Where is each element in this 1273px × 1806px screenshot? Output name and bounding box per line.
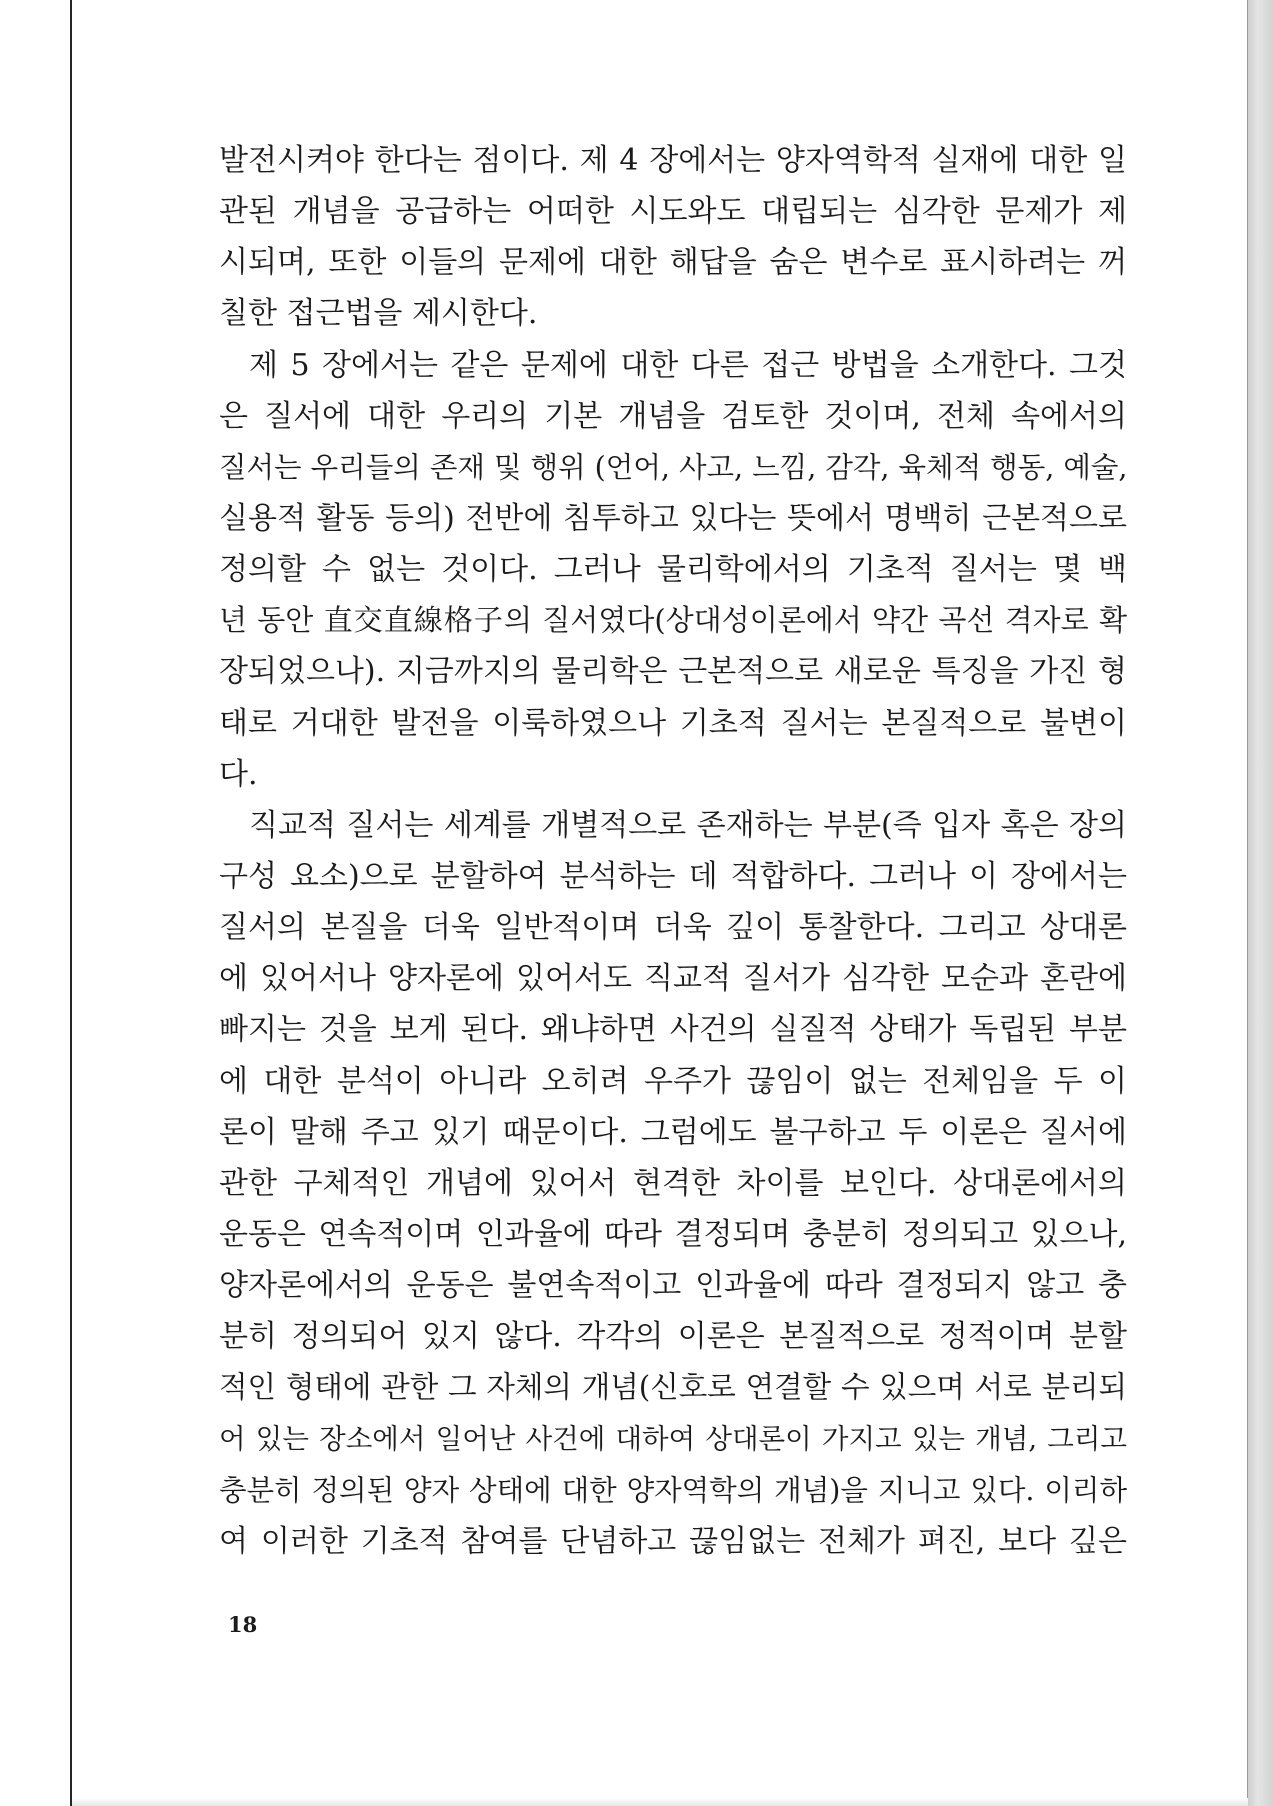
page-bottom-edge — [72, 1798, 1248, 1806]
text-line: 론이 말해 주고 있기 때문이다. 그럼에도 불구하고 두 이론은 질서에 — [219, 1114, 1127, 1150]
page-left-border — [70, 0, 72, 1806]
text-line: 관된 개념을 공급하는 어떠한 시도와도 대립되는 심각한 문제가 제 — [219, 194, 1127, 230]
text-line: 발전시켜야 한다는 점이다. 제 4 장에서는 양자역학적 실재에 대한 일 — [219, 143, 1127, 178]
text-line: 칠한 접근법을 제시한다. — [219, 296, 538, 332]
text-line: 충분히 정의된 양자 상태에 대한 양자역학의 개념)을 지니고 있다. 이리하 — [219, 1473, 1127, 1507]
text-line: 에 대한 분석이 아니라 오히려 우주가 끊임이 없는 전체임을 두 이 — [219, 1063, 1127, 1099]
text-line: 질서는 우리들의 존재 및 행위 (언어, 사고, 느낌, 감각, 육체적 행동, 예술, — [219, 450, 1127, 484]
text-line: 실용적 활동 등의) 전반에 침투하고 있다는 뜻에서 명백히 근본적으로 — [219, 500, 1127, 536]
text-line: 운동은 연속적이며 인과율에 따라 결정되며 충분히 정의되고 있으나, — [219, 1216, 1127, 1252]
text-line: 다. — [219, 756, 258, 792]
text-line: 에 있어서나 양자론에 있어서도 직교적 질서가 심각한 모순과 혼란에 — [219, 961, 1127, 997]
text-line: 분히 정의되어 있지 않다. 각각의 이론은 본질적으로 정적이며 분할 — [219, 1319, 1127, 1355]
text-line: 질서의 본질을 더욱 일반적이며 더욱 깊이 통찰한다. 그리고 상대론 — [219, 910, 1127, 946]
page-shadow — [1248, 0, 1273, 1806]
text-line: 관한 구체적인 개념에 있어서 현격한 차이를 보인다. 상대론에서의 — [219, 1165, 1127, 1201]
text-line: 빠지는 것을 보게 된다. 왜냐하면 사건의 실질적 상태가 독립된 부분 — [219, 1012, 1127, 1048]
text-line: 은 질서에 대한 우리의 기본 개념을 검토한 것이며, 전체 속에서의 — [219, 398, 1127, 434]
paragraph — [219, 340, 1127, 800]
page-number: 18 — [228, 1612, 258, 1637]
text-line: 시되며, 또한 이들의 문제에 대한 해답을 숨은 변수로 표시하려는 꺼 — [219, 245, 1127, 281]
text-line: 태로 거대한 발전을 이룩하였으나 기초적 질서는 본질적으로 불변이 — [219, 705, 1127, 741]
text-line: 직교적 질서는 세계를 개별적으로 존재하는 부분(즉 입자 혹은 장의 — [249, 807, 1127, 843]
text-line: 년 동안 直交直線格子의 질서였다(상대성이론에서 약간 곡선 격자로 확 — [219, 603, 1127, 638]
text-line: 어 있는 장소에서 일어난 사건에 대하여 상대론이 가지고 있는 개념, 그리고 — [219, 1422, 1127, 1455]
paragraph — [219, 135, 1127, 340]
text-line: 양자론에서의 운동은 불연속적이고 인과율에 따라 결정되지 않고 충 — [219, 1268, 1127, 1304]
body-text — [219, 135, 1127, 1567]
text-line: 구성 요소)으로 분할하여 분석하는 데 적합하다. 그러나 이 장에서는 — [219, 858, 1127, 894]
text-line: 장되었으나). 지금까지의 물리학은 근본적으로 새로운 특징을 가진 형 — [219, 654, 1127, 690]
text-line: 제 5 장에서는 같은 문제에 대한 다른 접근 방법을 소개한다. 그것 — [249, 347, 1127, 383]
paragraph — [219, 800, 1127, 1567]
text-line: 여 이러한 기초적 참여를 단념하고 끊임없는 전체가 펴진, 보다 깊은 — [219, 1523, 1127, 1559]
text-line: 정의할 수 없는 것이다. 그러나 물리학에서의 기초적 질서는 몇 백 — [219, 552, 1127, 588]
text-line: 적인 형태에 관한 그 자체의 개념(신호로 연결할 수 있으며 서로 분리되 — [219, 1370, 1127, 1405]
